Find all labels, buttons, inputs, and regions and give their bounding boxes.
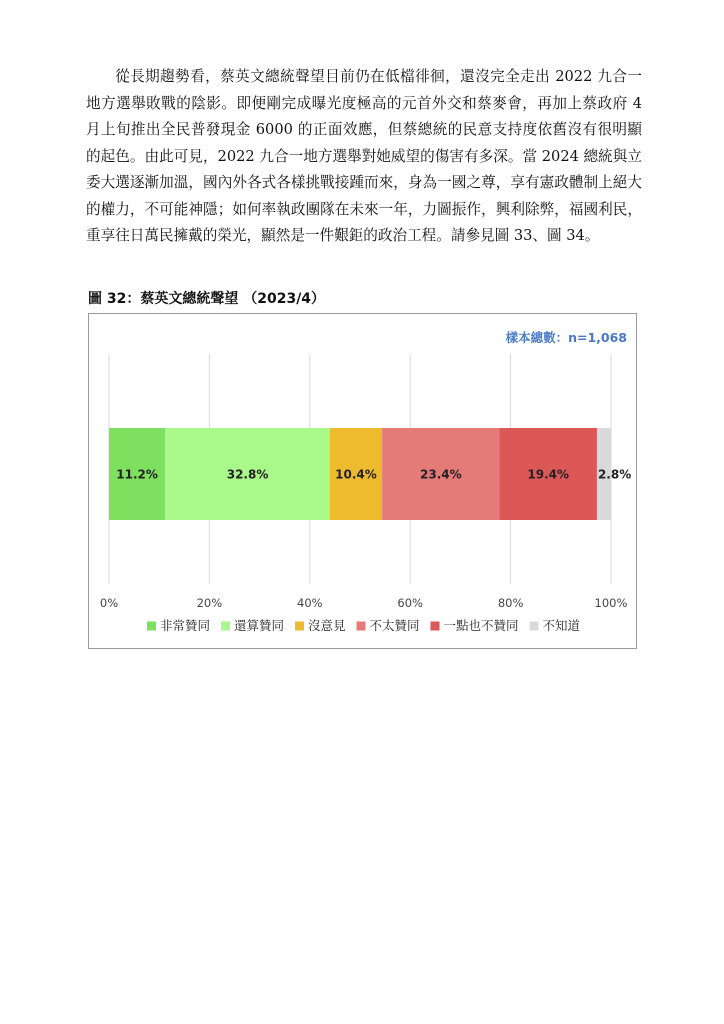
chart-container (88, 313, 637, 649)
figure-caption: 圖 32：蔡英文總統聲望 （2023/4） (88, 291, 326, 307)
x-tick-label: 80% (497, 596, 524, 610)
data-label: 2.8% (597, 467, 632, 482)
legend-swatch (221, 622, 230, 631)
x-tick-label: 60% (397, 596, 423, 610)
legend-swatch (295, 622, 304, 631)
body-paragraph: 從長期趨勢看，蔡英文總統聲望目前仍在低檔徘徊，還沒完全走出 2022 九合一地方選舉敗戰的陰影。即便剛完成曝光度極高的元首外交和蔡麥會，再加上蔡政府 4 月上旬推出全民普發現金 6000 的正面效應，但蔡總統的民意支持度依舊沒有很明顯的起色。由此可見，2022 九合一地方選舉對她威望的傷害有多深。當 2024 總統與立委大選逐漸加溫，國內外各式各樣挑戰接踵而來，身為一國之尊，享有憲政體制上絕大的權力，不可能神隱；如何率執政團隊在未來一年，力圖振作，興利除弊，福國利民，重享往日萬民擁戴的榮光，顯然是一件艱鉅的政治工程。請參見圖 33、圖 34。 (86, 68, 642, 244)
x-tick-label: 0% (99, 596, 119, 610)
x-tick-label: 40% (297, 596, 323, 610)
sample-size-note: 樣本總數：n=1,068 (505, 330, 627, 345)
x-tick-label: 100% (594, 596, 628, 610)
legend-label: 沒意見 (308, 618, 346, 633)
data-label: 10.4% (335, 467, 377, 482)
data-label: 19.4% (527, 467, 570, 482)
legend-label: 一點也不贊同 (443, 618, 519, 633)
stacked-bar-chart (89, 314, 638, 650)
legend-label: 非常贊同 (160, 618, 211, 633)
legend-label: 不太贊同 (369, 618, 420, 633)
data-label: 23.4% (420, 467, 462, 482)
legend-swatch (147, 622, 156, 631)
data-label: 32.8% (226, 467, 269, 482)
data-label: 11.2% (116, 467, 158, 482)
legend-swatch (357, 622, 366, 631)
legend-label: 還算贊同 (234, 618, 285, 633)
x-tick-label: 20% (196, 596, 223, 610)
legend-label: 不知道 (542, 618, 581, 633)
legend-swatch (530, 622, 539, 631)
legend-swatch (431, 622, 440, 631)
